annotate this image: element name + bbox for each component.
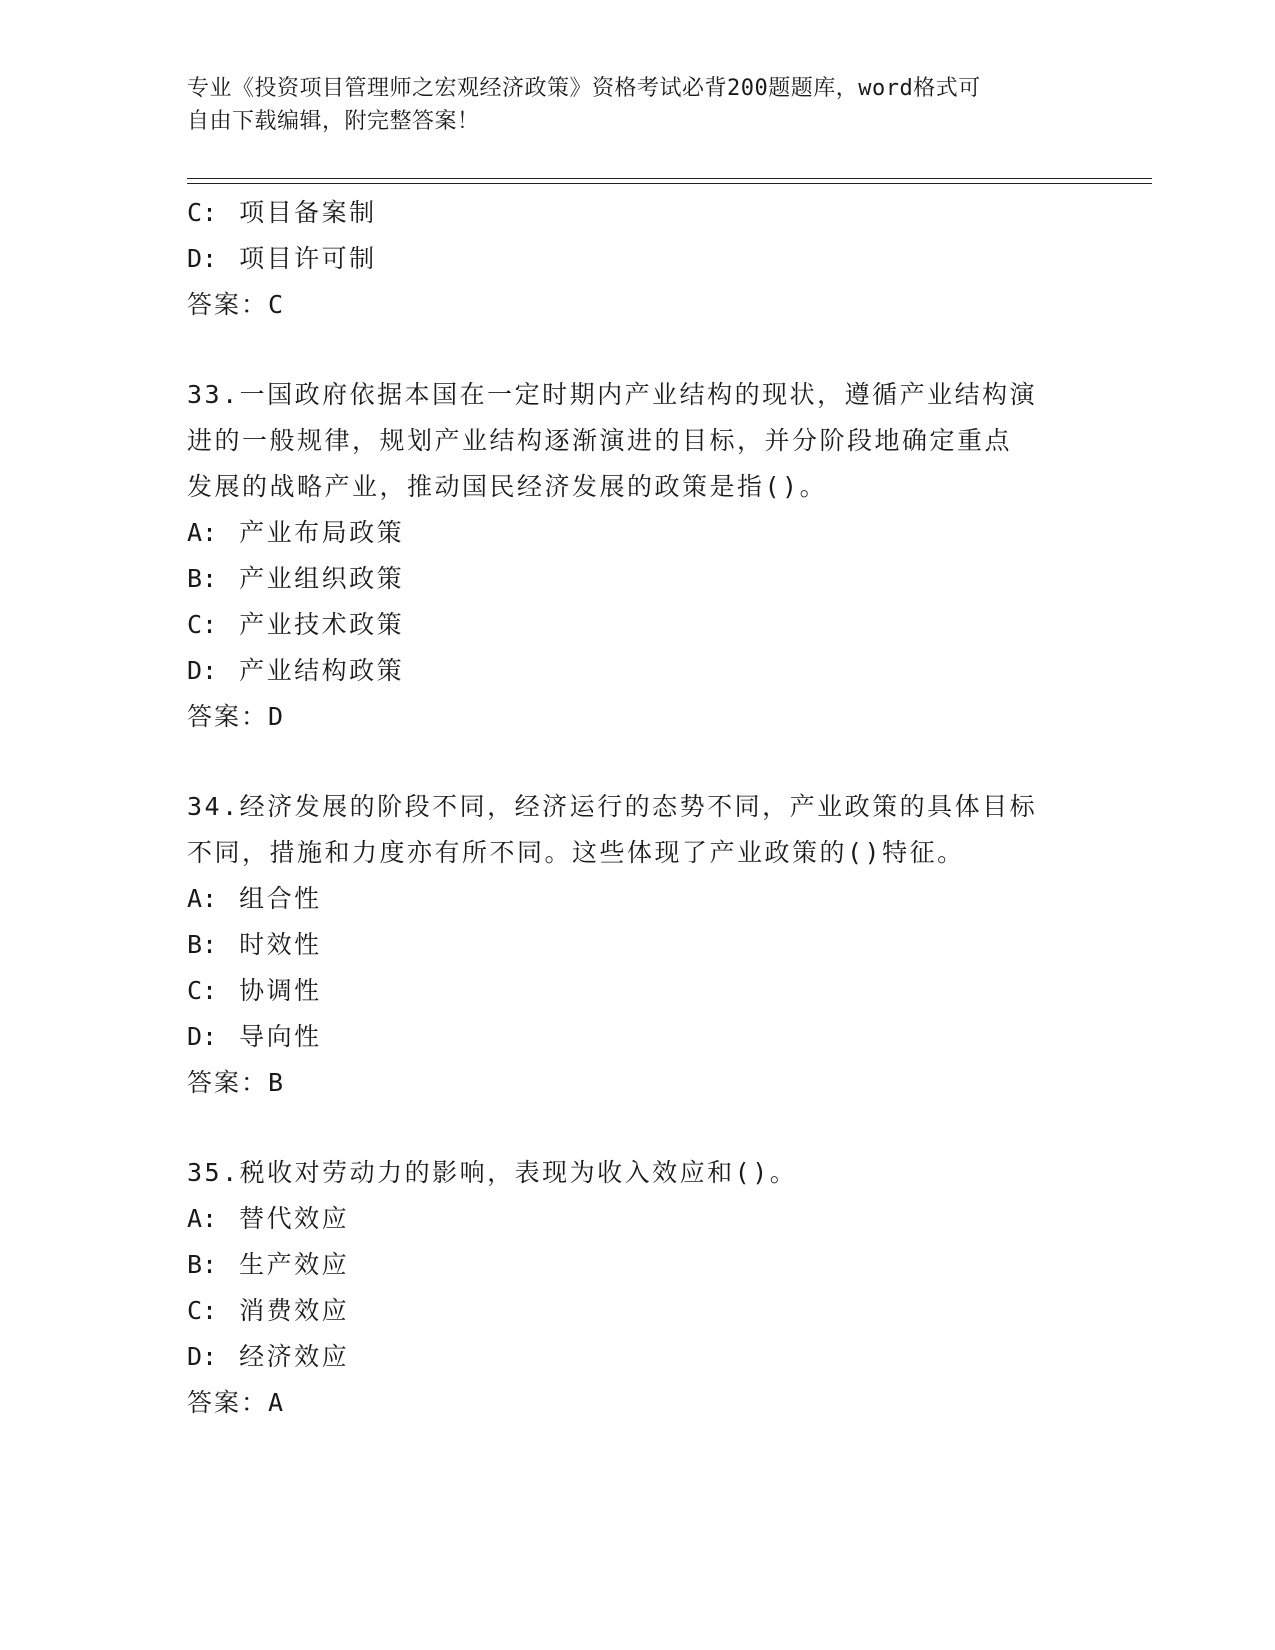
option-text: 项目许可制: [239, 244, 377, 273]
option-a: [187, 510, 1087, 556]
option-c: [187, 190, 1087, 236]
option-text: 协调性: [239, 976, 322, 1005]
option-text: 导向性: [239, 1022, 322, 1051]
option-d: [187, 236, 1087, 282]
answer-label: 答案：: [187, 1068, 269, 1097]
answer-line: [187, 1380, 1087, 1426]
option-key: B:: [187, 564, 218, 593]
option-c: [187, 1288, 1087, 1334]
question-text-line: 进的一般规律，规划产业结构逐渐演进的目标，并分阶段地确定重点: [187, 426, 1013, 455]
answer-value: B: [268, 1068, 286, 1097]
option-b: [187, 922, 1087, 968]
option-a: [187, 876, 1087, 922]
answer-line: [187, 694, 1087, 740]
question-text-line: 不同，措施和力度亦有所不同。这些体现了产业政策的()特征。: [187, 838, 965, 867]
question-34: [187, 784, 1087, 1106]
option-key: A:: [187, 518, 218, 547]
option-c: [187, 968, 1087, 1014]
header-divider-bottom: [187, 183, 1152, 184]
question-35: [187, 1150, 1087, 1426]
option-key: B:: [187, 1250, 218, 1279]
option-d: [187, 648, 1087, 694]
question-32-continuation: [187, 190, 1087, 328]
option-text: 经济效应: [239, 1342, 350, 1371]
question-text-line: 33.一国政府依据本国在一定时期内产业结构的现状，遵循产业结构演: [187, 380, 1038, 409]
option-text: 产业结构政策: [239, 656, 405, 685]
option-text: 产业布局政策: [239, 518, 405, 547]
option-key: C:: [187, 198, 218, 227]
option-text: 时效性: [239, 930, 322, 959]
header-divider-top: [187, 178, 1152, 179]
option-text: 替代效应: [239, 1204, 350, 1233]
option-key: B:: [187, 930, 218, 959]
option-key: D:: [187, 1022, 218, 1051]
question-33: [187, 372, 1087, 740]
option-key: C:: [187, 976, 218, 1005]
option-key: A:: [187, 1204, 218, 1233]
option-text: 产业技术政策: [239, 610, 405, 639]
option-d: [187, 1334, 1087, 1380]
option-d: [187, 1014, 1087, 1060]
option-key: D:: [187, 656, 218, 685]
answer-value: D: [268, 702, 286, 731]
answer-label: 答案：: [187, 1388, 269, 1417]
option-text: 项目备案制: [239, 198, 377, 227]
option-key: D:: [187, 244, 218, 273]
header-line-1: 专业《投资项目管理师之宏观经济政策》资格考试必背200题题库，word格式可: [187, 76, 981, 101]
question-text-line: 34.经济发展的阶段不同，经济运行的态势不同，产业政策的具体目标: [187, 792, 1038, 821]
option-a: [187, 1196, 1087, 1242]
option-key: C:: [187, 1296, 218, 1325]
answer-line: [187, 282, 1087, 328]
option-b: [187, 556, 1087, 602]
header-line-2: 自由下载编辑，附完整答案！: [187, 109, 480, 134]
document-header: [187, 72, 1067, 138]
answer-line: [187, 1060, 1087, 1106]
option-text: 生产效应: [239, 1250, 350, 1279]
question-text-line: 发展的战略产业，推动国民经济发展的政策是指()。: [187, 472, 828, 501]
option-text: 组合性: [239, 884, 322, 913]
answer-label: 答案：: [187, 702, 269, 731]
option-b: [187, 1242, 1087, 1288]
option-text: 产业组织政策: [239, 564, 405, 593]
option-key: C:: [187, 610, 218, 639]
question-list: [187, 190, 1087, 1426]
option-key: D:: [187, 1342, 218, 1371]
question-text-line: 35.税收对劳动力的影响，表现为收入效应和()。: [187, 1158, 798, 1187]
option-key: A:: [187, 884, 218, 913]
answer-label: 答案：: [187, 290, 269, 319]
option-text: 消费效应: [239, 1296, 350, 1325]
answer-value: A: [268, 1388, 286, 1417]
answer-value: C: [268, 290, 286, 319]
option-c: [187, 602, 1087, 648]
